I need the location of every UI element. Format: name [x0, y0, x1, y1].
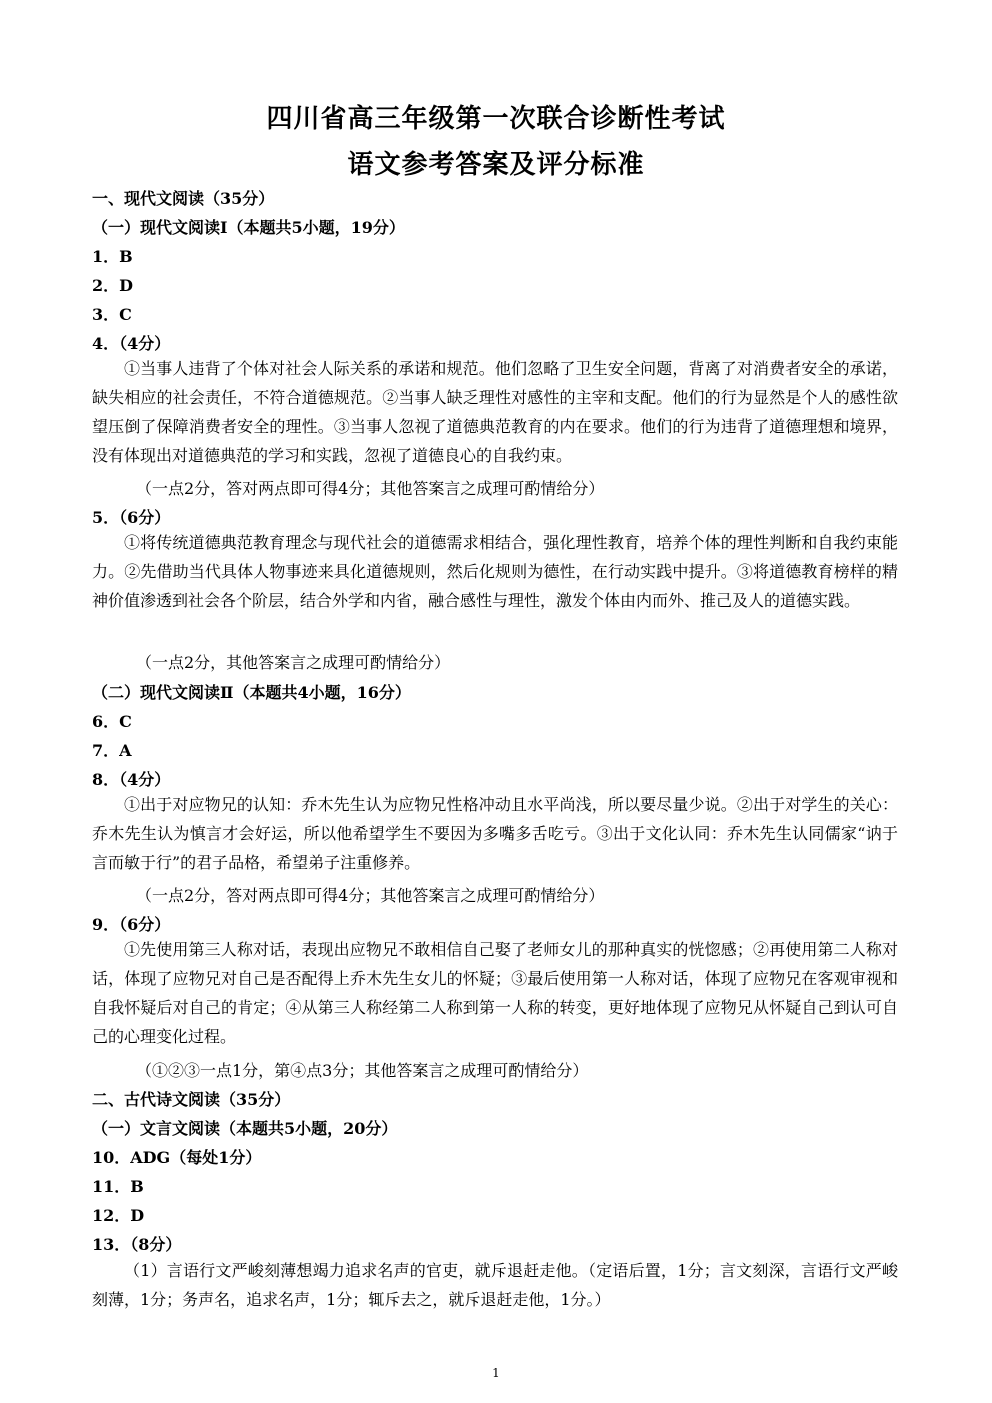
scoring-note-q8: （一点2分，答对两点即可得4分；其他答案言之成理可酌情给分）: [136, 886, 605, 905]
answer-q6: 6．C: [92, 712, 132, 731]
answer-q4: ①当事人违背了个体对社会人际关系的承诺和规范。他们忽略了卫生安全问题，背离了对消费者安全的承诺，缺失相应的社会责任，不符合道德规范。②当事人缺乏理性对感性的主宰和支配。他们的行为显然是个人的感性欲望压倒了保障消费者安全的理性。③当事人忽视了道德典范教育的内在要求。他们的行为违背了道德理想和境界，没有体现出对道德典范的学习和实践，忽视了道德良心的自我约束。: [92, 359, 898, 465]
page-number: 1: [492, 1366, 500, 1380]
document-title: 四川省高三年级第一次联合诊断性考试: [266, 104, 726, 134]
document-subtitle: 语文参考答案及评分标准: [347, 150, 645, 180]
answer-q2: 2．D: [92, 276, 134, 295]
answer-q13: （1）言语行文严峻刻薄想竭力追求名声的官吏，就斥退赶走他。（定语后置，1分；言文刻深，言语行文严峻刻薄，1分；务声名，追求名声，1分；辄斥去之，就斥退赶走他，1分。）: [92, 1261, 898, 1309]
answer-q9: ①先使用第三人称对话，表现出应物兄不敢相信自己娶了老师女儿的那种真实的恍惚感；②再使用第二人称对话，体现了应物兄对自己是否配得上乔木先生女儿的怀疑；③最后使用第一人称对话，体现了应物兄在客观审视和自我怀疑后对自己的肯定；④从第三人称经第二人称到第一人称的转变，更好地体现了应物兄从怀疑自己到认可自己的心理变化过程。: [92, 940, 898, 1046]
scoring-note-q5: （一点2分，其他答案言之成理可酌情给分）: [136, 653, 451, 672]
subsection-heading-3: （一）文言文阅读（本题共5小题，20分）: [92, 1119, 398, 1138]
subsection-heading-1: （一）现代文阅读Ⅰ（本题共5小题，19分）: [92, 218, 405, 237]
answer-q12: 12．D: [92, 1206, 145, 1225]
answer-q3: 3．C: [92, 305, 132, 324]
answer-q10: 10．ADG（每处1分）: [92, 1148, 262, 1167]
question-q5: 5．（6分）: [92, 508, 171, 527]
answer-q1: 1．B: [92, 247, 133, 266]
answer-q8: ①出于对应物兄的认知：乔木先生认为应物兄性格冲动且水平尚浅，所以要尽量少说。②出于对学生的关心：乔木先生认为慎言才会好运，所以他希望学生不要因为多嘴多舌吃亏。③出于文化认同：乔木先生认同儒家“讷于言而敏于行”的君子品格，希望弟子注重修养。: [92, 795, 898, 872]
question-q13: 13．（8分）: [92, 1235, 182, 1254]
answer-q5: ①将传统道德典范教育理念与现代社会的道德需求相结合，强化理性教育，培养个体的理性判断和自我约束能力。②先借助当代具体人物事迹来具化道德规则，然后化规则为德性，在行动实践中提升。③将道德教育榜样的精神价值渗透到社会各个阶层，结合外学和内省，融合感性与理性，激发个体由内而外、推己及人的道德实践。: [92, 533, 898, 610]
question-q8: 8．（4分）: [92, 770, 171, 789]
section-heading-2: 二、古代诗文阅读（35分）: [92, 1090, 291, 1109]
section-heading-1: 一、现代文阅读（35分）: [92, 189, 275, 208]
question-q9: 9．（6分）: [92, 915, 171, 934]
subsection-heading-2: （二）现代文阅读Ⅱ（本题共4小题，16分）: [92, 683, 411, 702]
question-q4: 4．（4分）: [92, 334, 171, 353]
answer-q11: 11．B: [92, 1177, 144, 1196]
scoring-note-q9: （①②③一点1分，第④点3分；其他答案言之成理可酌情给分）: [136, 1061, 589, 1080]
scoring-note-q4: （一点2分，答对两点即可得4分；其他答案言之成理可酌情给分）: [136, 479, 605, 498]
answer-q7: 7．A: [92, 741, 132, 760]
